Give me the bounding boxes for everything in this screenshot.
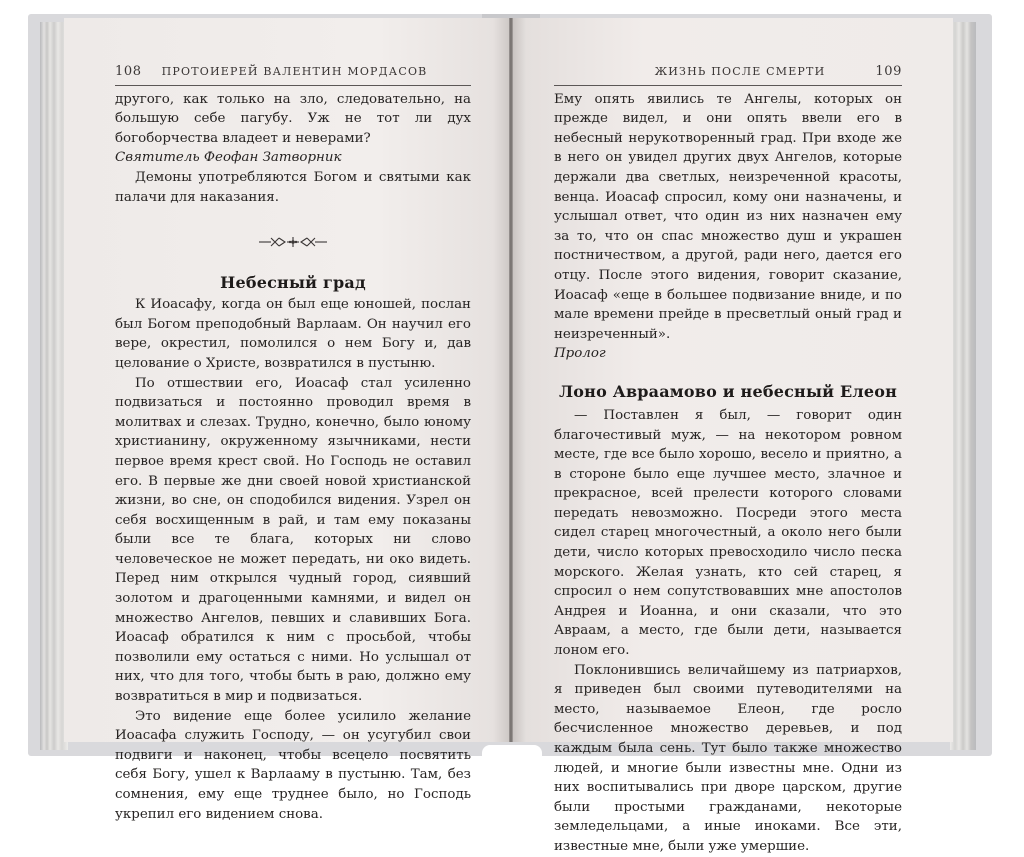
ornament-divider [115,235,471,251]
attribution: Святитель Феофан Затворник [115,150,342,166]
section-title: Лоно Авраамово и небесный Елеон [558,381,898,401]
ornament-icon [257,235,329,249]
attribution: Пролог [554,346,606,362]
right-page-content [554,62,902,857]
running-title: ЖИЗНЬ ПОСЛЕ СМЕРТИ [654,65,826,78]
running-title: ПРОТОИЕРЕЙ ВАЛЕНТИН МОРДАСОВ [161,65,428,78]
paragraph: — Поставлен я был, — говорит один благочестивый муж, — на некотором ровном месте, где все было хорошо, весело и приятно, а в стороне было еще лучшее место, злачное и прекрасное, всей прелести которого словами передать невозможно. Посреди этого места сидел старец многочестный, а около него были дети, число которых превосходило число песка морского. Желая узнать, кто сей старец, я спросил о нем сопутствовавших мне апостолов Андрея и Иоанна, и они сказали, что это Авраам, а место, где были дети, называется лоном его. [554,407,902,659]
right-page [513,18,953,854]
spine-bottom [482,745,542,759]
right-running-head [554,62,902,86]
paragraph: Это видение еще более усилило желание Иоасафа служить Господу, — он усугубил свои подвиги и наконец, чтобы всецело посвятить себя Богу, ушел к Варлааму в пустыню. Там, без сомнения, ему еще труднее было, но Господь укрепил его видением снова. [115,708,471,822]
paragraph: К Иоасафу, когда он был еще юношей, послан был Богом преподобный Варлаам. Он научил его вере, окрестил, помолился о нем Богу и, дав целование о Христе, возвратился в пустыню. [115,297,471,371]
left-page-content [115,62,471,824]
page-edges-right [950,22,976,750]
page-number: 108 [115,64,142,79]
paragraph: Ему опять явились те Ангелы, которых он прежде видел, и они опять ввели его в небесный нерукотворенный град. При входе же в него он увидел других двух Ангелов, которые держали два светлых, неизреченной красоты, венца. Иоасаф спросил, кому они назначены, и услышал ответ, что один из них назначен ему за то, что он спас множество душ и украшен постничеством, а другой, ради него, дается его отцу. После этого видения, говорит сказание, Иоасаф «еще в большее подвизание вниде, и по мале времени прейде в пресветлый оный град и неизреченный». [554,91,902,342]
left-page [64,18,511,822]
paragraph: По отшествии его, Иоасаф стал усиленно подвизаться и постоянно проводил время в молитвах и слезах. Трудно, конечно, было юному христианину, окруженному язычниками, нести первое время крест свой. Но Господь не оставил его. В первые же дни своей новой христианской жизни, во сне, он сподобился видения. Узрел он себя восхищенным в рай, и там ему показаны были все те блага, которых ни слово человеческое не может передать, ни око видеть. Перед ним открылся чудный город, сиявший золотом и драгоценными камнями, и видел он множество Ангелов, певших и славивших Бога. Иоасаф обратился к ним с просьбой, чтобы позволили ему остаться с ними. Но услышал от них, что для того, чтобы быть в раю, должно ему возвратиться в мир и подвизаться. [115,375,471,705]
left-running-head [115,62,471,86]
paragraph: Демоны употребляются Богом и святыми как палачи для наказания. [115,169,471,205]
page-number: 109 [875,64,902,79]
section-title: Небесный град [220,273,366,293]
paragraph: Поклонившись величайшему из патриархов, я приведен был своими путеводителями на место, называемое Елеон, где росло бесчисленное множество деревьев, и под каждым была сень. Тут было также множество людей, и многие были известны мне. Одни из них воспитывались при дворе царском, другие были простыми гражданами, некоторые земледельцами, а иные иноками. Все эти, известные мне, были уже умершие. [554,662,902,854]
paragraph: другого, как только на зло, следовательно, на большую себе пагубу. Уж не тот ли дух богоборчества владеет и неверами? [115,91,471,146]
